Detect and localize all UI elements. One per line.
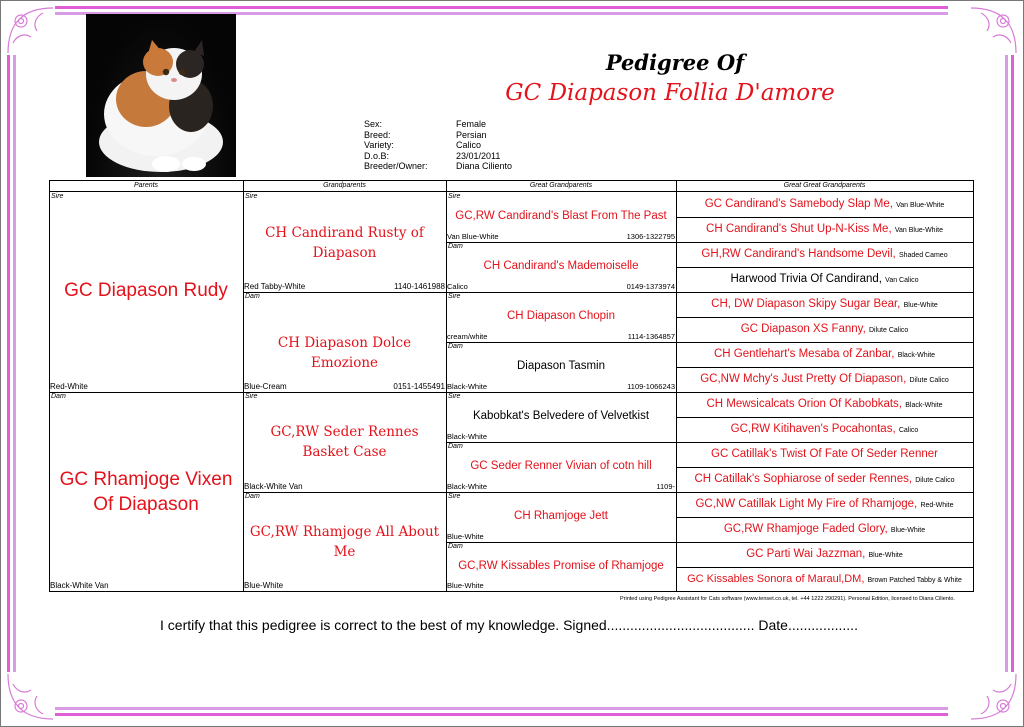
great-grandparent-color: Black-White [447, 382, 488, 391]
ggp-name: GC,RW Kitihaven's Pocahontas, [730, 423, 896, 435]
ggp-color: Van Blue-White [896, 202, 945, 209]
great-grandparent-color: Black-White [447, 482, 488, 491]
great-great-grandparent [676, 273, 973, 285]
grandparent-name: CH Diapason Dolce Emozione [277, 335, 412, 371]
role-label: Sire [51, 193, 64, 200]
ggp-name: CH Gentlehart's Mesaba of Zanbar, [713, 348, 895, 360]
great-grandparent-name: CH Diapason Chopin [506, 310, 616, 322]
ggp-name: GC Parti Wai Jazzman, [746, 548, 866, 560]
role-label: Dam [51, 393, 66, 400]
great-great-grandparent [676, 573, 973, 585]
grandparent-name: GC,RW Rhamjoge All About Me [249, 524, 440, 560]
ggp-color: Shaded Cameo [898, 252, 948, 259]
cat-info [364, 119, 512, 172]
role-label: Sire [448, 493, 461, 500]
header-parents: Parents [133, 182, 159, 189]
cat-name-title: GC Diapason Follia D'amore [505, 80, 835, 106]
role-label: Dam [448, 343, 463, 350]
ggp-name: CH Candirand's Shut Up-N-Kiss Me, [706, 223, 892, 235]
great-grandparent-reg: 1109- [656, 482, 675, 491]
role-label: Sire [448, 193, 461, 200]
ggp-color: Black-White [897, 352, 936, 359]
great-great-grandparent [676, 348, 973, 360]
great-grandparent-reg: 1306-1322795 [626, 232, 675, 241]
ggp-name: GC,NW Catillak Light My Fire of Rhamjoge, [695, 498, 918, 510]
role-label: Dam [448, 543, 463, 550]
great-grandparent-color: Blue-White [447, 532, 484, 541]
pedigree-heading: Pedigree Of [605, 50, 745, 75]
info-label: Breed: [364, 129, 391, 140]
role-label: Dam [245, 493, 260, 500]
great-great-grandparent [676, 323, 973, 335]
great-great-grandparent [676, 248, 973, 260]
info-value: Female [456, 119, 487, 129]
role-label: Dam [448, 443, 463, 450]
parent-sire [49, 192, 243, 392]
great-great-grandparent [676, 423, 973, 435]
cat-image-icon [86, 14, 236, 177]
right-border-line-inner [1005, 55, 1008, 672]
info-row-variety [364, 140, 512, 151]
bottom-border-line-inner [55, 707, 948, 710]
role-label: Sire [245, 393, 258, 400]
great-grandparent-cell [446, 342, 676, 392]
great-grandparent-cell [446, 292, 676, 342]
corner-ornament-icon [966, 3, 1021, 58]
great-great-grandparent [676, 448, 973, 460]
top-border-line [55, 6, 948, 9]
great-grandparent-name: GC,RW Candirand's Blast From The Past [455, 210, 667, 222]
great-great-grandparent [676, 523, 973, 535]
great-great-grandparent [676, 373, 973, 385]
great-grandparent-reg: 1109-1066243 [627, 382, 675, 391]
grandparent-name: CH Candirand Rusty of Diapason [265, 225, 424, 261]
grandparent-reg: 1140-1461988 [393, 282, 445, 291]
info-value: Calico [456, 140, 482, 150]
info-row-dob [364, 151, 512, 162]
ggp-color: Black-White [905, 402, 943, 409]
great-grandparent-cell [446, 392, 676, 442]
left-border-line [7, 55, 10, 672]
info-label: Variety: [364, 140, 394, 150]
great-grandparent-color: cream/white [447, 332, 488, 341]
header-great-grandparents: Great Grandparents [529, 182, 593, 189]
great-grandparent-color: Van Blue-White [447, 232, 499, 241]
grandparent-color: Blue-White [244, 581, 284, 590]
great-grandparent-color: Blue-White [447, 581, 484, 590]
info-row-sex [364, 119, 512, 130]
ggp-name: GH,RW Candirand's Handsome Devil, [701, 248, 896, 260]
ggp-name: CH Mewsicalcats Orion Of Kabobkats, [706, 398, 903, 410]
software-footnote: Printed using Pedigree Assistant for Cats software (www.tenset.co.uk, tel. +44 1222 290291). Personal Edition, licensed to Diana Ciliento. [620, 596, 955, 602]
grandparent-color: Red Tabby-White [244, 282, 306, 291]
great-grandparent-name: CH Candirand's Mademoiselle [483, 260, 639, 272]
great-grandparent-color: Calico [447, 282, 468, 291]
grandparent-cell [243, 192, 446, 292]
cat-photo [86, 14, 236, 177]
great-grandparent-cell [446, 442, 676, 492]
role-label: Dam [245, 293, 260, 300]
parent-name: GC Diapason Rudy [64, 280, 228, 301]
ggp-name: GC Kissables Sonora of Maraul,DM, [687, 573, 865, 585]
grandparent-cell [243, 292, 446, 392]
ggp-color: Dilute Calico [868, 327, 909, 334]
ggp-color: Calico [898, 427, 919, 434]
parent-name: GC Rhamjoge Vixen Of Diapason [59, 469, 233, 515]
great-grandparent-cell [446, 542, 676, 591]
ggp-name: Harwood Trivia Of Candirand, [730, 273, 882, 285]
info-value: Persian [456, 129, 487, 140]
great-grandparent-name: Diapason Tasmin [516, 360, 605, 372]
grandparent-cell [243, 492, 446, 591]
great-grandparent-cell [446, 242, 676, 292]
info-value: 23/01/2011 [456, 150, 501, 161]
info-label: Breeder/Owner: [364, 161, 428, 171]
header-grandparents: Grandparents [323, 182, 366, 189]
great-great-grandparent [676, 223, 973, 235]
ggp-color: Dilute Calico [915, 477, 955, 484]
ggp-color: Blue-White [868, 552, 903, 559]
grandparent-cell [243, 392, 446, 492]
left-border-line-inner [13, 55, 16, 672]
great-grandparent-name: GC Seder Renner Vivian of cotn hill [470, 460, 652, 472]
great-grandparent-reg: 1114-1364857 [627, 332, 675, 341]
great-grandparent-cell [446, 192, 676, 242]
info-value: Diana Ciliento [456, 161, 513, 171]
grandparent-reg: 0151-1455491 [393, 382, 445, 391]
great-great-grandparent [676, 298, 973, 310]
corner-ornament-icon [3, 669, 58, 724]
parent-color: Red-White [50, 382, 88, 391]
grandparent-color: Black-White Van [244, 482, 303, 491]
header-great-great-grandparents: Great Great Grandparents [783, 182, 866, 189]
ggp-color: Red-White [920, 502, 954, 509]
ggp-color: Brown Patched Tabby & White [867, 577, 962, 584]
corner-ornament-icon [3, 3, 58, 58]
bottom-border-line [55, 713, 948, 716]
ggp-name: GC Diapason XS Fanny, [740, 323, 866, 335]
great-grandparent-name: Kabobkat's Belvedere of Velvetkist [472, 410, 650, 422]
ggp-name: GC Catillak's Twist Of Fate Of Seder Renner [711, 448, 938, 460]
great-grandparent-color: Black-White [447, 432, 488, 441]
ggp-name: CH, DW Diapason Skipy Sugar Bear, [711, 298, 901, 310]
ggp-name: CH Catillak's Sophiarose of seder Rennes, [694, 473, 913, 485]
right-border-line [1011, 55, 1014, 672]
role-label: Sire [245, 193, 258, 200]
ggp-color: Blue-White [903, 302, 938, 309]
role-label: Sire [448, 393, 461, 400]
ggp-color: Van Blue-White [894, 227, 943, 234]
parent-color: Black-White Van [50, 581, 109, 590]
great-grandparent-cell [446, 492, 676, 542]
certification-statement: I certify that this pedigree is correct to the best of my knowledge. Signed...................................... Date.................. [160, 617, 858, 633]
info-label: Sex: [364, 119, 383, 129]
info-row-breeder [364, 161, 512, 172]
parent-dam [49, 392, 243, 591]
role-label: Dam [448, 243, 463, 250]
role-label: Sire [448, 293, 461, 300]
great-grandparent-reg: 0149-1373974 [626, 282, 675, 291]
great-great-grandparent [676, 473, 973, 485]
info-label: D.o.B: [364, 150, 390, 161]
great-grandparent-name: GC,RW Kissables Promise of Rhamjoge [458, 560, 664, 572]
ggp-color: Blue-White [890, 527, 926, 534]
ggp-color: Dilute Calico [909, 377, 949, 384]
grandparent-name: GC,RW Seder Rennes Basket Case [270, 424, 419, 460]
corner-ornament-icon [966, 669, 1021, 724]
ggp-name: GC Candirand's Samebody Slap Me, [704, 198, 893, 210]
great-great-grandparent [676, 548, 973, 560]
info-row-breed [364, 130, 512, 141]
pedigree-table [49, 180, 973, 591]
great-great-grandparent [676, 398, 973, 410]
great-great-grandparent [676, 198, 973, 210]
great-great-grandparent [676, 498, 973, 510]
grandparent-color: Blue-Cream [244, 382, 287, 391]
ggp-name: GC,RW Rhamjoge Faded Glory, [723, 523, 888, 535]
ggp-color: Van Calico [885, 277, 919, 284]
great-grandparent-name: CH Rhamjoge Jett [514, 510, 608, 522]
ggp-name: GC,NW Mchy's Just Pretty Of Diapason, [700, 373, 907, 385]
